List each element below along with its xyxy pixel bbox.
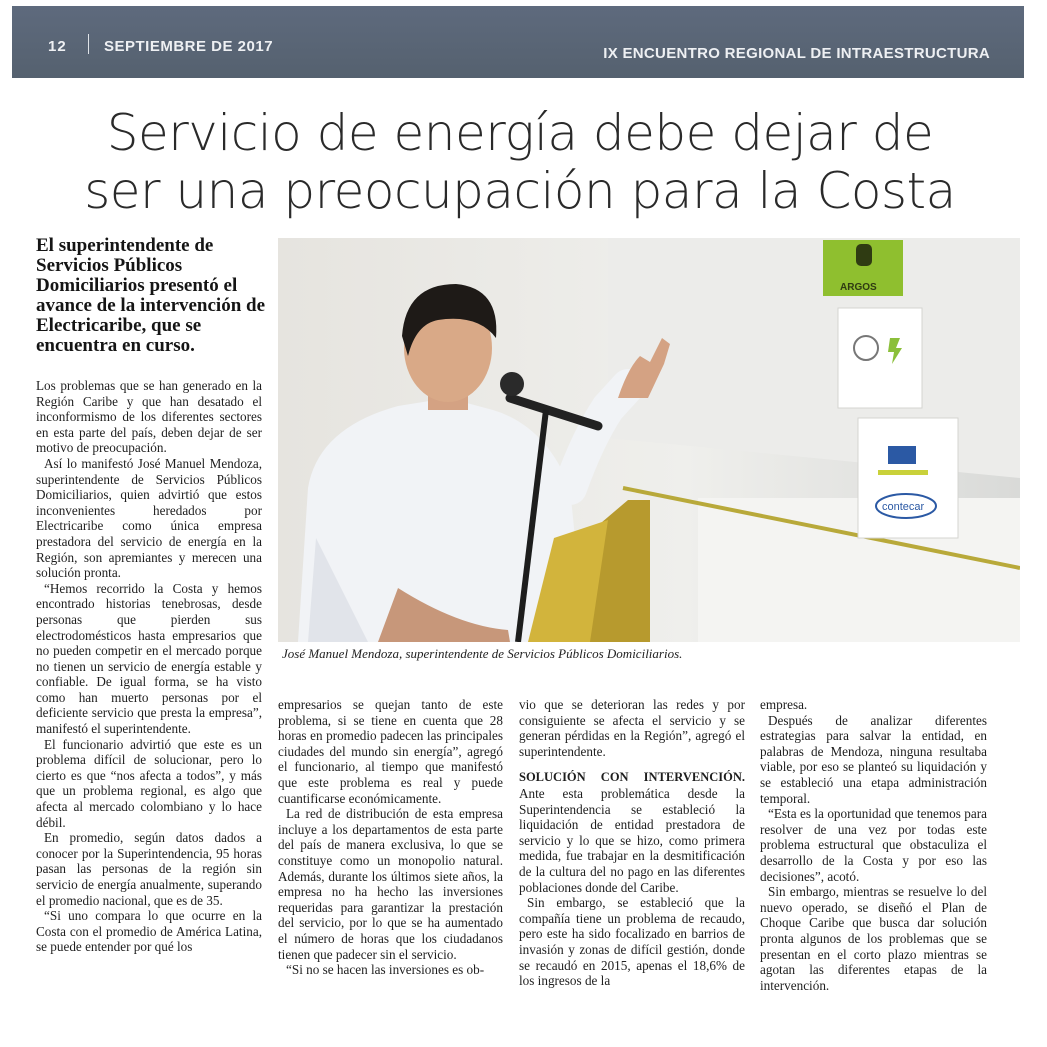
argos-logo <box>823 240 903 296</box>
paragraph: La red de distribución de esta empresa incluye a los departamentos de esta parte del país de manera exclusiva, lo que se constituye como un monopolio natural. Además, durante los últimos siete años, la empresa no ha hecho las inversiones requeridas para garantizar la prestación del servicio, por lo que se ha aumentado el número de horas que los ciudadanos tienen que padecer sin el servicio. <box>278 806 503 962</box>
svg-text:ARGOS: ARGOS <box>840 282 877 293</box>
article-lede: El superintendente de Servicios Públicos Domiciliarios presentó el avance de la intervención de Electricaribe, que se encuentra en curso. <box>36 235 266 356</box>
paragraph: “Hemos recorrido la Costa y hemos encontrado historias tenebrosas, desde personas que pierden sus electrodomésticos hasta empresarios que no pueden competir en el mercado porque no tienen un servicio de energía estable y confiable. De igual forma, se ha visto como han muerto personas por el deficiente servicio que presta la empresa”, manifestó el superintendente. <box>36 580 262 737</box>
paragraph: En promedio, según datos dados a conocer por la Superintendencia, 95 horas pasan las personas de la región sin servicio de energía anualmente, superando el promedio nacional, que es de 35. <box>36 830 262 908</box>
text-column-2 <box>278 697 503 978</box>
paragraph: Los problemas que se han generado en la Región Caribe y que han desatado el inconformismo de los diferentes sectores en esta parte del país, deben dejar de ser motivo de preocupación. <box>36 378 262 456</box>
headline-line-1: Servicio de energía debe dejar de <box>106 104 934 162</box>
speaker-photo <box>278 238 1020 642</box>
paragraph: Sin embargo, se estableció que la compañía tiene un problema de recaudo, pero este ha sido focalizado en barrios de invasión y zonas de difícil gestión, donde se recaudó en 2015, apenas el 18,6% de los ingresos de la <box>519 895 745 989</box>
paragraph: Así lo manifestó José Manuel Mendoza, superintendente de Servicios Públicos Domiciliarios, quien advirtió que estos inconvenientes heredados por Electricaribe como única empresa prestadora del servicio de energía en la Región, son apremiantes y merecen una solución pronta. <box>36 455 262 581</box>
paragraph: empresarios se quejan tanto de este problema, si se tiene en cuenta que 28 horas en promedio padecen las principales ciudades del mundo sin energía”, agregó el funcionario, al tiempo que manifestó que este problema es real y puede cuantificarse económicamente. <box>278 697 503 806</box>
section-title: IX ENCUENTRO REGIONAL DE INTRAESTRUCTURA <box>603 45 990 62</box>
photo-caption: José Manuel Mendoza, superintendente de Servicios Públicos Domiciliarios. <box>282 646 683 661</box>
svg-text:contecar: contecar <box>882 501 925 513</box>
paragraph: “Si uno compara lo que ocurre en la Costa con el promedio de América Latina, se puede entender por qué los <box>36 908 262 955</box>
headline-line-2: ser una preocupación para la Costa <box>84 162 956 220</box>
text-column-3 <box>519 697 745 989</box>
paragraph: empresa. <box>760 697 808 712</box>
paragraph-text: Ante esta problemática desde la Superintendencia se estableció la liquidación de entidad prestadora de servicio y lo que se hizo, como primera medida, fue trabajar en la desmitificación de la cultura del no pago en las diferentes poblaciones donde del Caribe. <box>519 785 745 895</box>
article-headline <box>20 104 1020 220</box>
text-column-1 <box>36 378 262 955</box>
issue-date: SEPTIEMBRE DE 2017 <box>104 38 274 55</box>
paragraph: El funcionario advirtió que este es un problema difícil de solucionar, pero lo cierto es que “nos afecta a todos”, y más que un problema regional, es algo que afecta al mercado colombiano y lo hace débil. <box>36 736 262 830</box>
article-photo <box>278 238 1020 642</box>
header-divider <box>88 34 89 54</box>
header-bar <box>12 6 1024 78</box>
paragraph: “Esta es la oportunidad que tenemos para resolver de una vez por todas este problema estructural que obstaculiza el desarrollo de la Costa y por eso las decisiones”, acotó. <box>760 806 987 884</box>
page-number: 12 <box>48 38 67 55</box>
contecar-logo <box>858 418 958 538</box>
paragraph: Sin embargo, mientras se resuelve lo del nuevo operado, se diseñó el Plan de Choque Caribe que busca dar solución pronta algunos de los problemas que se presentan en el corto plazo mientras se agotan las diferentes etapas de la intervención. <box>760 884 987 993</box>
paragraph: vio que se deterioran las redes y por consiguiente se afecta el servicio y se generan pérdidas en la Región”, agregó el superintendente. <box>519 697 745 759</box>
subhead: SOLUCIÓN CON INTERVENCIÓN. <box>519 770 745 785</box>
subhead-paragraph <box>519 769 745 895</box>
text-column-4 <box>760 697 987 993</box>
paragraph: “Si no se hacen las inversiones es ob- <box>286 962 485 978</box>
paragraph: Después de analizar diferentes estrategias para salvar la entidad, en palabras de Mendoza, ninguna resultaba viable, por eso se planteó su liquidación y se estableció una etapa administración temporal. <box>760 712 987 806</box>
